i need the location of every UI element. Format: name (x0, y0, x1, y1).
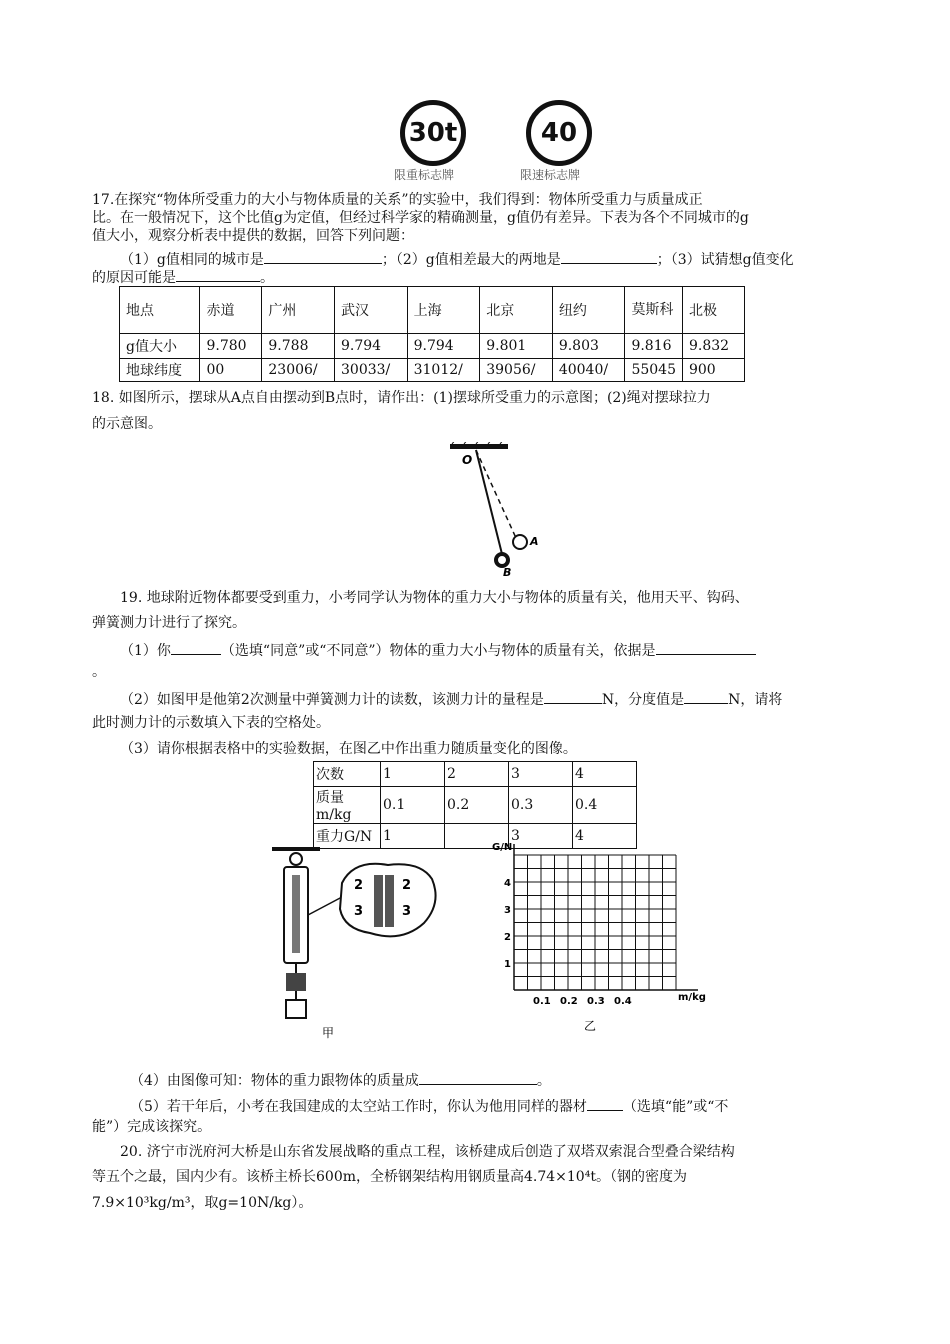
table-cell: 9.780 (200, 334, 262, 359)
hatch (500, 442, 504, 444)
q17-blank1[interactable] (264, 249, 382, 264)
q17-line4 (120, 249, 864, 269)
table-cell: 55045 (625, 359, 683, 382)
table-cell: 31012/ (407, 359, 480, 382)
table-cell: 9.816 (625, 334, 683, 359)
q19-p3: （3）请你根据表格中的实验数据，在图乙中作出重力随质量变化的图像。 (120, 741, 577, 757)
q19-p5-line2: 能”）完成该探究。 (92, 1119, 212, 1135)
table-cell: 赤道 (200, 287, 262, 334)
q19-p5 (130, 1096, 864, 1116)
q19-blank-agree[interactable] (171, 640, 221, 655)
string-to-b (476, 450, 502, 554)
y-tick-label: 3 (504, 905, 511, 916)
scale-support (272, 847, 320, 851)
table-cell: 23006/ (262, 359, 335, 382)
table-cell: 0.1 (381, 787, 445, 824)
table-cell: 1 (381, 762, 445, 787)
y-axis-label: G/N (492, 842, 513, 853)
table-cell: 0.2 (445, 787, 509, 824)
q20-line3: 7.9×10³kg/m³，取g=10N/kg）。 (92, 1195, 313, 1211)
q19-p5-text2: （选填“能”或“不 (622, 1099, 729, 1115)
zoom-leader (308, 897, 342, 915)
q20-line2: 等五个之最，国内少有。该桥主桥长600m，全桥钢架结构用钢质量高4.74×10⁴t。（钢的密度为 (92, 1169, 687, 1185)
q19-p2-text: （2）如图甲是他第2次测量中弹簧测力计的读数，该测力计的量程是 (120, 692, 544, 708)
table-cell: 00 (200, 359, 262, 382)
table-cell: 39056/ (480, 359, 553, 382)
weight-sign-caption: 限重标志牌 (394, 168, 455, 182)
scale-mark-3: 3 (354, 904, 364, 919)
q17-line1: 17.在探究“物体所受重力的大小与物体质量的关系”的实验中，我们得到：物体所受重力与质量成正 (92, 192, 703, 208)
x-tick-label: 0.3 (587, 996, 605, 1007)
q19-p2-text2: N，分度值是 (601, 692, 685, 708)
label-o: O (462, 453, 473, 467)
q19-p1 (120, 640, 864, 660)
y-tick-label: 4 (504, 878, 511, 889)
g-value-table (119, 286, 745, 382)
ball-at-b (496, 554, 508, 566)
table-cell: 9.803 (552, 334, 625, 359)
table-cell: 4 (573, 762, 637, 787)
q19-line1: 19. 地球附近物体都要受到重力，小考同学认为物体的重力大小与物体的质量有关，他用天平、钩码、 (120, 590, 749, 606)
table-cell: 武汉 (335, 287, 408, 334)
table-cell: 900 (682, 359, 744, 382)
q17-q3-text2: 的原因可能是 (92, 270, 176, 286)
q19-blank-can[interactable] (587, 1096, 623, 1111)
q17-blank3[interactable] (176, 267, 260, 282)
table-cell: 重力G/N (314, 824, 381, 849)
pendulum-figure (440, 442, 560, 578)
x-axis-label: m/kg (678, 992, 706, 1003)
q17-q2-text: ；（2）g值相差最大的两地是 (381, 252, 561, 268)
q19-p1-text: （1）你 (120, 643, 171, 659)
table-cell: 0.3 (509, 787, 573, 824)
q19-p2-line2: 此时测力计的示数填入下表的空格处。 (92, 715, 330, 731)
q19-blank-reason[interactable] (656, 640, 756, 655)
spring-scale-figure (270, 845, 450, 1040)
table-cell: 质量m/kg (314, 787, 381, 824)
mass-weight-table (313, 761, 637, 849)
table-row (314, 787, 637, 824)
table-cell: 1 (381, 824, 445, 849)
g-m-graph[interactable] (486, 840, 726, 1032)
q18-line2: 的示意图。 (92, 416, 162, 432)
table-cell: 北极 (682, 287, 744, 334)
scale-ring (290, 853, 302, 865)
table-cell: 9.801 (480, 334, 553, 359)
figure-label-jia: 甲 (322, 1026, 335, 1040)
weight-block (286, 973, 306, 991)
q17-line5 (92, 267, 864, 287)
table-cell: 次数 (314, 762, 381, 787)
q19-line2: 弹簧测力计进行了探究。 (92, 615, 246, 631)
table-cell: 北京 (480, 287, 553, 334)
table-row (120, 359, 745, 382)
ceiling-support (450, 444, 508, 449)
table-cell: 广州 (262, 287, 335, 334)
q19-p1-end: 。 (92, 664, 106, 680)
q19-p2 (120, 689, 864, 709)
table-row (120, 287, 745, 334)
table-cell: 纽约 (552, 287, 625, 334)
weight-block (286, 1000, 306, 1018)
table-row (120, 334, 745, 359)
q19-p4-text: （4）由图像可知：物体的重力跟物体的质量成 (130, 1073, 419, 1089)
weight-limit-value: 30t (408, 118, 458, 148)
q17-line2: 比。在一般情况下，这个比值g为定值，但经过科学家的精确测量，g值仍有差异。下表为各个不同城市的g (92, 210, 749, 226)
table-cell: g值大小 (120, 334, 200, 359)
table-cell: 3 (509, 824, 573, 849)
hatch (464, 442, 468, 444)
table-cell: 4 (573, 824, 637, 849)
table-cell: 0.4 (573, 787, 637, 824)
q19-p1-text2: （选填“同意”或“不同意”）物体的重力大小与物体的质量有关，依据是 (220, 643, 656, 659)
y-tick-label: 1 (504, 959, 511, 970)
x-tick-label: 0.4 (614, 996, 632, 1007)
table-cell: 上海 (407, 287, 480, 334)
hatch (488, 442, 492, 444)
hatch (476, 442, 480, 444)
scale-mark-3-right: 3 (402, 904, 412, 919)
speed-sign-caption: 限速标志牌 (520, 168, 581, 182)
table-cell: 9.832 (682, 334, 744, 359)
q17-q1-text: （1）g值相同的城市是 (120, 252, 264, 268)
table-cell: 莫斯科 (625, 287, 683, 334)
q17-period: 。 (260, 270, 274, 286)
table-cell: 40040/ (552, 359, 625, 382)
q17-line3: 值大小，观察分析表中提供的数据，回答下列问题： (92, 228, 414, 244)
q17-q3-text: ；（3）试猜想g值变化 (656, 252, 794, 268)
speed-limit-value: 40 (540, 118, 578, 148)
string-to-a (476, 450, 516, 538)
q19-p2-text3: N，请将 (728, 692, 783, 708)
x-tick-label: 0.1 (533, 996, 551, 1007)
table-cell: 9.794 (407, 334, 480, 359)
q19-blank-range[interactable] (544, 689, 602, 704)
q20-line1: 20. 济宁市洸府河大桥是山东省发展战略的重点工程，该桥建成后创造了双塔双索混合型叠合梁结构 (120, 1144, 735, 1160)
q19-p5-text: （5）若干年后，小考在我国建成的太空站工作时，你认为他用同样的器材 (130, 1099, 587, 1115)
x-tick-label: 0.2 (560, 996, 578, 1007)
hatch (452, 442, 456, 444)
q18-line1: 18. 如图所示，摆球从A点自由摆动到B点时，请作出：(1)摆球所受重力的示意图；(2)绳对摆球拉力 (92, 390, 711, 406)
label-a: A (530, 535, 539, 548)
q19-p4-end: 。 (536, 1073, 551, 1089)
scale-mark-2-right: 2 (402, 878, 412, 893)
y-tick-label: 2 (504, 932, 511, 943)
q19-p4 (130, 1070, 864, 1090)
table-cell: 30033/ (335, 359, 408, 382)
table-cell: 2 (445, 762, 509, 787)
table-cell: 3 (509, 762, 573, 787)
label-b: B (503, 566, 512, 578)
ball-at-a (513, 535, 527, 549)
scale-mark-2: 2 (354, 878, 364, 893)
table-cell: 9.788 (262, 334, 335, 359)
table-cell: 9.794 (335, 334, 408, 359)
q19-blank-division[interactable] (684, 689, 728, 704)
weight-limit-sign (400, 100, 466, 166)
q17-blank2[interactable] (561, 249, 657, 264)
speed-limit-sign (526, 100, 592, 166)
scale-pointer-slot (292, 875, 300, 953)
table-cell: 地球纬度 (120, 359, 200, 382)
table-cell: 地点 (120, 287, 200, 334)
q19-blank-relation[interactable] (419, 1070, 537, 1085)
table-row (314, 762, 637, 787)
figure-label-yi: 乙 (584, 1019, 597, 1032)
